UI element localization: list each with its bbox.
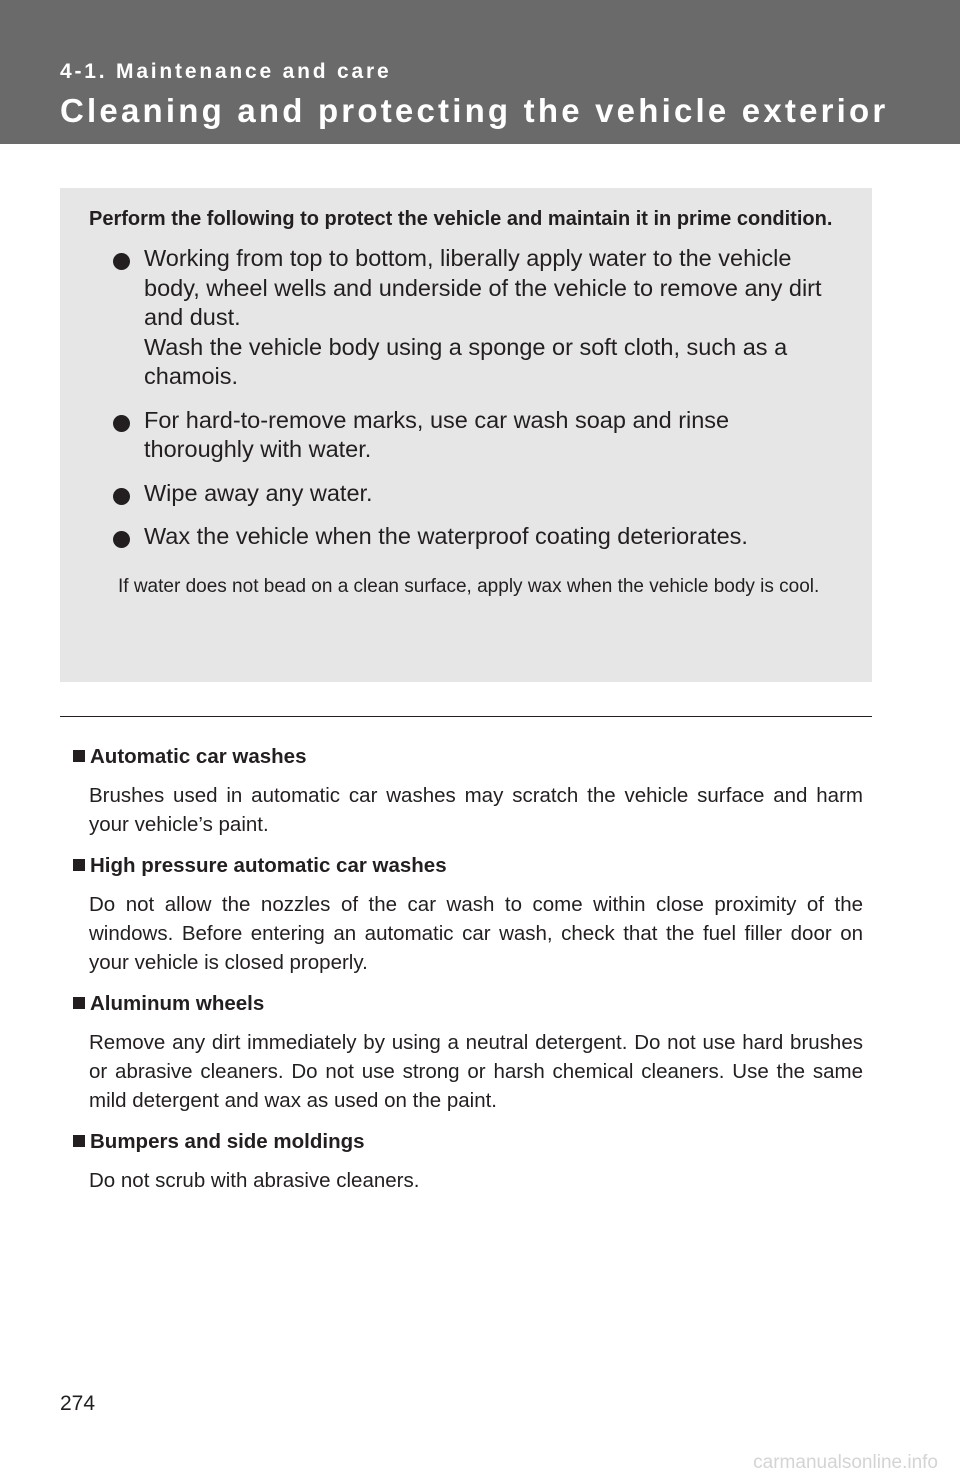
chapter-header (0, 0, 960, 144)
note-body: Do not scrub with abrasive cleaners. (89, 1169, 420, 1192)
watermark: carmanualsonline.info (753, 1452, 938, 1473)
note-heading-text: Bumpers and side moldings (90, 1130, 365, 1153)
step-text: Working from top to bottom, liberally apply water to the vehicle body, wheel wells and underside of the vehicle to remove any dirt and dust. (144, 245, 822, 330)
note-body: Do not allow the nozzles of the car wash to come within close proximity of the windows. Before entering an automatic car wash, check that the fuel filler door on your vehicle is closed properly. (89, 893, 863, 974)
square-bullet-icon (73, 997, 85, 1009)
page-number: 274 (60, 1392, 96, 1415)
procedure-step (89, 406, 838, 465)
step-text: For hard-to-remove marks, use car wash soap and rinse thoroughly with water. (144, 406, 730, 462)
bullet-icon (113, 253, 130, 270)
section-divider (60, 716, 872, 717)
procedure-step (89, 479, 838, 509)
step-subtext: Wash the vehicle body using a sponge or soft cloth, such as a chamois. (144, 333, 788, 389)
step-text: Wax the vehicle when the waterproof coating deteriorates. (144, 523, 748, 549)
page-title: Cleaning and protecting the vehicle exterior (60, 92, 889, 129)
square-bullet-icon (73, 859, 85, 871)
note-body: Brushes used in automatic car washes may scratch the vehicle surface and harm your vehicle’s paint. (89, 784, 863, 836)
square-bullet-icon (73, 1135, 85, 1147)
note-heading (73, 1127, 863, 1156)
wax-note: If water does not bead on a clean surface, apply wax when the vehicle body is cool. (118, 575, 820, 597)
note-heading-text: Aluminum wheels (90, 992, 265, 1015)
notes-section (73, 742, 863, 1207)
bullet-icon (113, 531, 130, 548)
procedure-box (60, 188, 872, 682)
note-body: Remove any dirt immediately by using a neutral detergent. Do not use hard brushes or abrasive cleaners. Do not use strong or harsh chemical cleaners. Use the same mild detergent and wax as used on the paint. (89, 1031, 863, 1112)
note-heading (73, 742, 863, 771)
note-heading-text: High pressure automatic car washes (90, 854, 447, 877)
note-heading (73, 851, 863, 880)
procedure-step (89, 522, 838, 552)
note-heading (73, 989, 863, 1018)
step-text: Wipe away any water. (144, 479, 373, 506)
bullet-icon (113, 415, 130, 432)
bullet-icon (113, 488, 130, 505)
section-label: 4-1. Maintenance and care (60, 60, 392, 83)
square-bullet-icon (73, 750, 85, 762)
procedure-step (89, 244, 838, 392)
procedure-intro: Perform the following to protect the vehicle and maintain it in prime condition. (89, 208, 833, 230)
note-heading-text: Automatic car washes (90, 745, 307, 768)
